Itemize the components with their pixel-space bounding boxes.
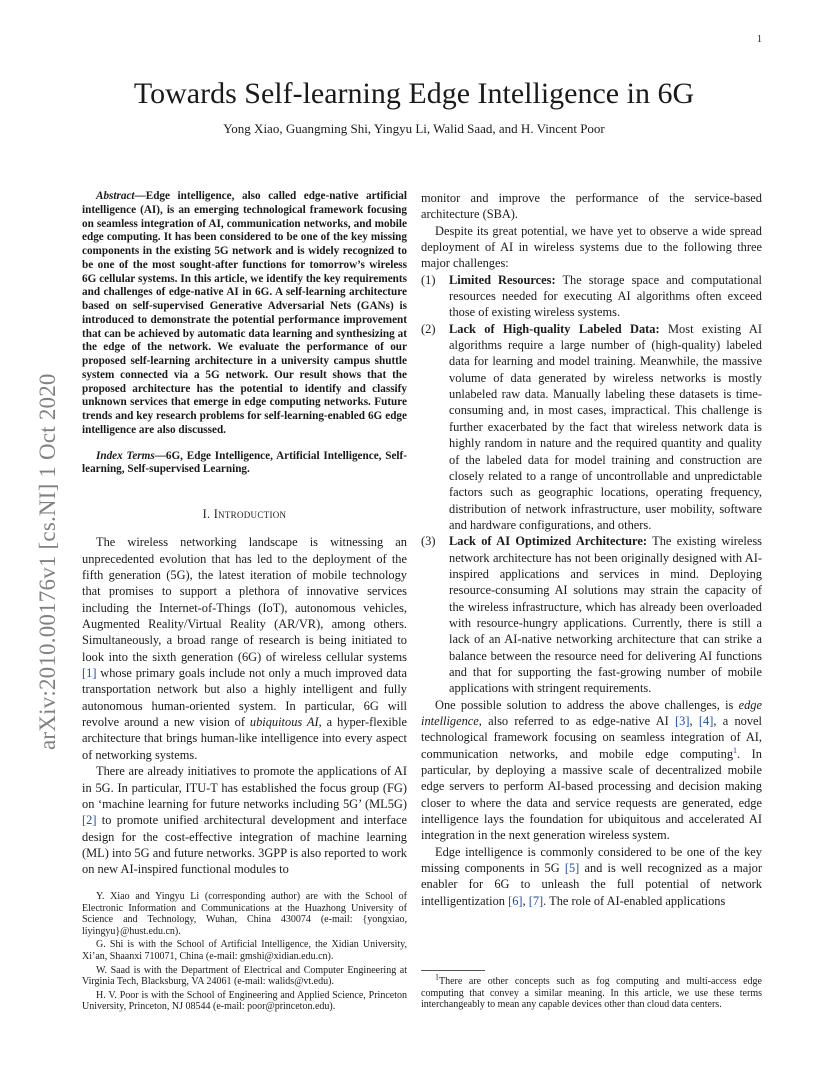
right-p3-text-a: One possible solution to address the above challenges, is [435,697,739,712]
challenge-body [449,321,762,533]
challenge-body [449,272,762,321]
intro-p1-text-b: whose primary goals include not only a much improved data transportation network but also a highly intelligent and fully autonomous human-oriented system. In particular, 6G will revolve around a new vision of [82,666,407,730]
challenge-number: (1) [421,272,436,287]
right-p4-text-b: and is well recognized as a major enabler for 6G to unleash the full potential of network intelligentization [421,861,762,908]
footnote-1 [421,972,762,1011]
footnote-1-mark: 1 [435,972,439,982]
left-column [82,190,407,878]
right-paragraph-4 [421,844,762,909]
right-p3-text-c: , a novel technological framework focusing on seamless integration of AI, communication networks, and mobile edge computing [421,714,762,761]
citation-separator: , [522,893,529,908]
right-p3-text-b: , also referred to as edge-native AI [478,714,676,728]
right-p3-text-d: . In particular, by deploying a massive scale of decentralized mobile edge servers to perform AI-based processing and decision making closer to where the data and service requests are generated, edge intelligence lays the foundation for ubiquitous and accelerated AI integration in the next generation wireless system. [421,746,762,843]
challenge-heading: Limited Resources: [449,272,556,287]
right-paragraph-2: Despite its great potential, we have yet to observe a wide spread deployment of AI in wireless systems due to the following three major challenges: [421,223,762,271]
page-number: 1 [757,34,762,45]
challenge-text: Most existing AI algorithms require a large number of (high-quality) labeled data for learning and model training. Meanwhile, the massive volume of data generated by wireless networks is mostly unlabeled raw data. Manually labeling these datasets is time-consuming and, in most cases, impractical. This challenge is further exacerbated by the fact that wireless network data is highly random in nature and the required quantity and quality of the labeled data for model training and construction are closely related to a range of uncontrollable and unpredictable factors such as geographic locations, operating frequency, distribution of network infrastructure, user mobility, software and hardware configurations, and others. [449,321,762,532]
citation-6[interactable]: [6] [508,893,523,908]
right-column [421,190,762,909]
citation-5[interactable]: [5] [564,861,580,876]
right-p3-emphasis: edge intelligence [421,697,762,728]
citation-2[interactable]: [2] [82,813,97,828]
challenge-number: (3) [421,534,436,549]
challenge-text: The storage space and computational resources needed for executing AI algorithms often exceed those of existing wireless systems. [449,272,762,320]
challenge-item [421,533,762,696]
citation-1[interactable]: [1] [82,666,97,681]
right-paragraph-3 [421,697,762,844]
intro-p1-emphasis: ubiquitous AI [249,715,319,730]
footnote-affiliation-saad: W. Saad is with the Department of Electrical and Computer Engineering at Virginia Tech, Blacksburg, VA 24061 (e-mail: walids@vt.edu). [82,964,407,988]
footnote-rule [421,970,485,971]
challenge-item [421,321,762,533]
citation-3[interactable]: [3] [675,714,690,728]
intro-p1-text-c: , a hyper-flexible architecture that brings human-like intelligence into every aspect of networking systems. [82,715,408,762]
author-list: Yong Xiao, Guangming Shi, Yingyu Li, Walid Saad, and H. Vincent Poor [223,121,605,136]
intro-p2-text-b: to promote unified architectural development and interface design for the cost-effective integration of machine learning (ML) into 5G and future networks. 3GPP is also reported to work on new AI-inspired functional modules to [82,813,407,877]
section-title: Introduction [213,507,287,521]
challenge-text: The existing wireless network architecture has not been originally designed with AI-inspired applications and services in mind. Deploying resource-consuming AI solutions may strain the capacity of the wireless infrastructure, which has already been overloaded with resource-hungry applications. Currently, there is still a lack of an AI-native networking architecture that can strike a balance between the resource need for delivering AI functions and that for supporting the fast-growing number of mobile applications with stringent requirements. [449,534,762,696]
index-terms-text: —6G, Edge Intelligence, Artificial Intelligence, Self-learning, Self-supervised Learning. [82,449,407,476]
footnote-marker-1[interactable]: 1 [733,745,738,755]
challenge-item [421,272,762,321]
right-paragraph-1: monitor and improve the performance of the service-based architecture (SBA). [421,191,762,222]
section-heading-introduction [82,506,407,522]
index-terms-label: Index Terms [96,449,155,462]
intro-p2-text-a: There are already initiatives to promote the applications of AI in 5G. In particular, ITU-T has established the focus group (FG) on ‘machine learning for future networks including 5G’ (ML5G) [82,764,407,811]
right-p4-text-c: . The role of AI-enabled applications [543,893,726,908]
abstract-text: —Edge intelligence, also called edge-native artificial intelligence (AI), is an emerging technological framework focusing on seamless integration of AI, communication networks, and mobile edge computing. It has been considered to be one of the key missing components in the existing 5G network and is widely recognized to be one of the most sought-after functions for tomorrow’s wireless 6G cellular systems. In this article, we identify the key requirements and challenges of edge-native AI in 6G. A self-learning architecture based on self-supervised Generative Adversarial Nets (GANs) is introduced to demonstrate the potential performance improvement that can be achieved by automatic data learning and synthesizing at the edge of the network. We evaluate the performance of our proposed self-learning architecture in a university campus shuttle system connected via a 5G network. Our result shows that the proposed architecture has the potential to identify and classify unknown services that emerge in edge computing networks. Future trends and key research problems for self-learning-enabled 6G edge intelligence are also discussed. [82,190,407,436]
footnote-affiliation-xiao-li: Y. Xiao and Yingyu Li (corresponding author) are with the School of Electronic Information and Communications at the Huazhong University of Science and Technology, Wuhan, China 430074 (e-mail: {yongxiao, liyingyu}@hust.edu.cn). [82,891,407,937]
challenge-heading: Lack of High-quality Labeled Data: [449,321,660,336]
abstract-label: Abstract [96,190,135,202]
section-number: I. [202,507,214,521]
citation-4[interactable]: [4] [698,714,714,728]
footnote-1-text: There are other concepts such as fog computing and multi-access edge computing that convey a similar meaning. In this article, we use these terms interchangeably to mean any capable devices other than cloud data centers. [421,976,762,1011]
arxiv-identifier[interactable]: arXiv:2010.00176v1 [cs.NI] 1 Oct 2020 [35,373,60,750]
citation-7[interactable]: [7] [528,893,544,908]
citation-separator: , [689,714,699,728]
paper-title: Towards Self-learning Edge Intelligence in 6G [133,77,695,110]
footnote-affiliation-shi: G. Shi is with the School of Artificial Intelligence, the Xidian University, Xi’an, Shaanxi 710071, China (e-mail: gmshi@xidian.edu.cn). [82,939,407,962]
index-terms [82,450,407,478]
intro-paragraph-2 [82,763,407,877]
challenge-body [449,533,762,696]
challenge-heading: Lack of AI Optimized Architecture: [449,534,647,549]
intro-p1-text-a: The wireless networking landscape is witnessing an unprecedented evolution that has led to the deployment of the fifth generation (5G), the latest iteration of mobile technology that promises to support a plethora of innovative services including the Internet-of-Things (IoT), autonomous vehicles, Augmented Reality/Virtual Reality (AR/VR), among others. Simultaneously, a broad range of research is being initiated to look into the sixth generation (6G) of wireless cellular systems [82,535,407,664]
abstract [82,190,407,438]
footnote-affiliation-poor: H. V. Poor is with the School of Engineering and Applied Science, Princeton University, Princeton, NJ 08544 (e-mail: poor@princeton.edu). [82,989,407,1013]
intro-paragraph-1 [82,534,407,763]
author-footnotes [82,891,407,1015]
challenge-number: (2) [421,321,436,336]
right-p4-text-a: Edge intelligence is commonly considered to be one of the key missing components in 5G [421,844,762,876]
